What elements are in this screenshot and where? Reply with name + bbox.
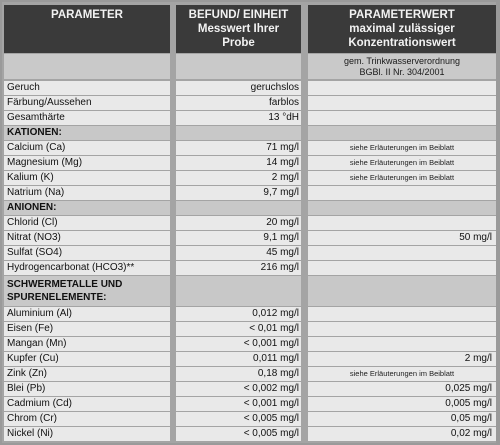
parameter-cell: Calcium (Ca) bbox=[4, 141, 170, 155]
wert-cell: 0,025 mg/l bbox=[308, 382, 496, 396]
wert-header-line2: maximal zulässiger bbox=[349, 23, 455, 35]
wert-cell bbox=[308, 96, 496, 110]
section-spacer bbox=[176, 126, 301, 140]
parameter-cell: Mangan (Mn) bbox=[4, 337, 170, 351]
parameter-header bbox=[4, 5, 170, 53]
note-cell: siehe Erläuterungen im Beiblatt bbox=[308, 156, 496, 170]
befund-header-line2: Messwert Ihrer bbox=[197, 23, 280, 35]
befund-subheader bbox=[176, 54, 301, 79]
befund-cell: 20 mg/l bbox=[176, 216, 301, 230]
wert-cell: 50 mg/l bbox=[308, 231, 496, 245]
parameter-cell: Kupfer (Cu) bbox=[4, 352, 170, 366]
befund-cell: 0,011 mg/l bbox=[176, 352, 301, 366]
parameter-cell: Zink (Zn) bbox=[4, 367, 170, 381]
befund-cell: 0,012 mg/l bbox=[176, 307, 301, 321]
befund-cell: < 0,002 mg/l bbox=[176, 382, 301, 396]
report-table bbox=[2, 2, 496, 443]
parameter-cell: Chrom (Cr) bbox=[4, 412, 170, 426]
parameter-cell: Kalium (K) bbox=[4, 171, 170, 185]
parameter-cell: Färbung/Aussehen bbox=[4, 96, 170, 110]
wert-cell bbox=[308, 216, 496, 230]
note-cell: siehe Erläuterungen im Beiblatt bbox=[308, 171, 496, 185]
befund-cell: geruchslos bbox=[176, 81, 301, 95]
parameter-cell: Blei (Pb) bbox=[4, 382, 170, 396]
parameter-cell: Hydrogencarbonat (HCO3)** bbox=[4, 261, 170, 275]
wert-subheader-line2: BGBl. II Nr. 304/2001 bbox=[359, 67, 445, 77]
befund-cell: 9,1 mg/l bbox=[176, 231, 301, 245]
note-cell: siehe Erläuterungen im Beiblatt bbox=[308, 367, 496, 381]
section-spacer bbox=[308, 126, 496, 140]
befund-cell: 14 mg/l bbox=[176, 156, 301, 170]
wert-cell bbox=[308, 246, 496, 260]
parameter-subheader bbox=[4, 54, 170, 79]
befund-cell: 71 mg/l bbox=[176, 141, 301, 155]
section-heading: ANIONEN: bbox=[4, 201, 170, 215]
parameter-cell: Eisen (Fe) bbox=[4, 322, 170, 336]
section-spacer bbox=[176, 201, 301, 215]
wert-cell bbox=[308, 261, 496, 275]
parameter-cell: Natrium (Na) bbox=[4, 186, 170, 200]
wert-subheader bbox=[308, 54, 496, 79]
wert-cell: 0,005 mg/l bbox=[308, 397, 496, 411]
befund-cell: 13 °dH bbox=[176, 111, 301, 125]
befund-cell: 216 mg/l bbox=[176, 261, 301, 275]
parameter-cell: Gesamthärte bbox=[4, 111, 170, 125]
befund-header bbox=[176, 5, 301, 53]
parameter-cell: Aluminium (Al) bbox=[4, 307, 170, 321]
befund-cell: 0,18 mg/l bbox=[176, 367, 301, 381]
wert-cell bbox=[308, 322, 496, 336]
befund-cell: 45 mg/l bbox=[176, 246, 301, 260]
wert-cell bbox=[308, 307, 496, 321]
parameter-cell: Nickel (Ni) bbox=[4, 427, 170, 441]
befund-cell: < 0,01 mg/l bbox=[176, 322, 301, 336]
befund-cell: < 0,001 mg/l bbox=[176, 337, 301, 351]
befund-cell: < 0,005 mg/l bbox=[176, 427, 301, 441]
parameter-header-label: PARAMETER bbox=[51, 9, 123, 21]
wert-cell bbox=[308, 111, 496, 125]
parameter-cell: Geruch bbox=[4, 81, 170, 95]
section-heading: KATIONEN: bbox=[4, 126, 170, 140]
parameter-cell: Nitrat (NO3) bbox=[4, 231, 170, 245]
befund-cell: < 0,005 mg/l bbox=[176, 412, 301, 426]
parameter-cell: Chlorid (Cl) bbox=[4, 216, 170, 230]
wert-header-line3: Konzentrationswert bbox=[348, 37, 456, 49]
wert-header bbox=[308, 5, 496, 53]
befund-header-line1: BEFUND/ EINHEIT bbox=[188, 9, 289, 21]
wert-header-line1: PARAMETERWERT bbox=[349, 9, 455, 21]
parameter-cell: Cadmium (Cd) bbox=[4, 397, 170, 411]
befund-header-line3: Probe bbox=[222, 37, 255, 49]
section-heading: SCHWERMETALLE UND SPURENELEMENTE: bbox=[4, 276, 170, 306]
wert-cell: 0,02 mg/l bbox=[308, 427, 496, 441]
befund-cell: < 0,001 mg/l bbox=[176, 397, 301, 411]
befund-cell: farblos bbox=[176, 96, 301, 110]
parameter-cell: Magnesium (Mg) bbox=[4, 156, 170, 170]
wert-cell: 2 mg/l bbox=[308, 352, 496, 366]
wert-subheader-line1: gem. Trinkwasserverordnung bbox=[343, 56, 461, 66]
parameter-cell: Sulfat (SO4) bbox=[4, 246, 170, 260]
wert-cell: 0,05 mg/l bbox=[308, 412, 496, 426]
befund-cell: 9,7 mg/l bbox=[176, 186, 301, 200]
note-cell: siehe Erläuterungen im Beiblatt bbox=[308, 141, 496, 155]
section-spacer bbox=[308, 276, 496, 306]
wert-cell bbox=[308, 81, 496, 95]
wert-cell bbox=[308, 186, 496, 200]
befund-cell: 2 mg/l bbox=[176, 171, 301, 185]
section-spacer bbox=[308, 201, 496, 215]
wert-cell bbox=[308, 337, 496, 351]
section-spacer bbox=[176, 276, 301, 306]
